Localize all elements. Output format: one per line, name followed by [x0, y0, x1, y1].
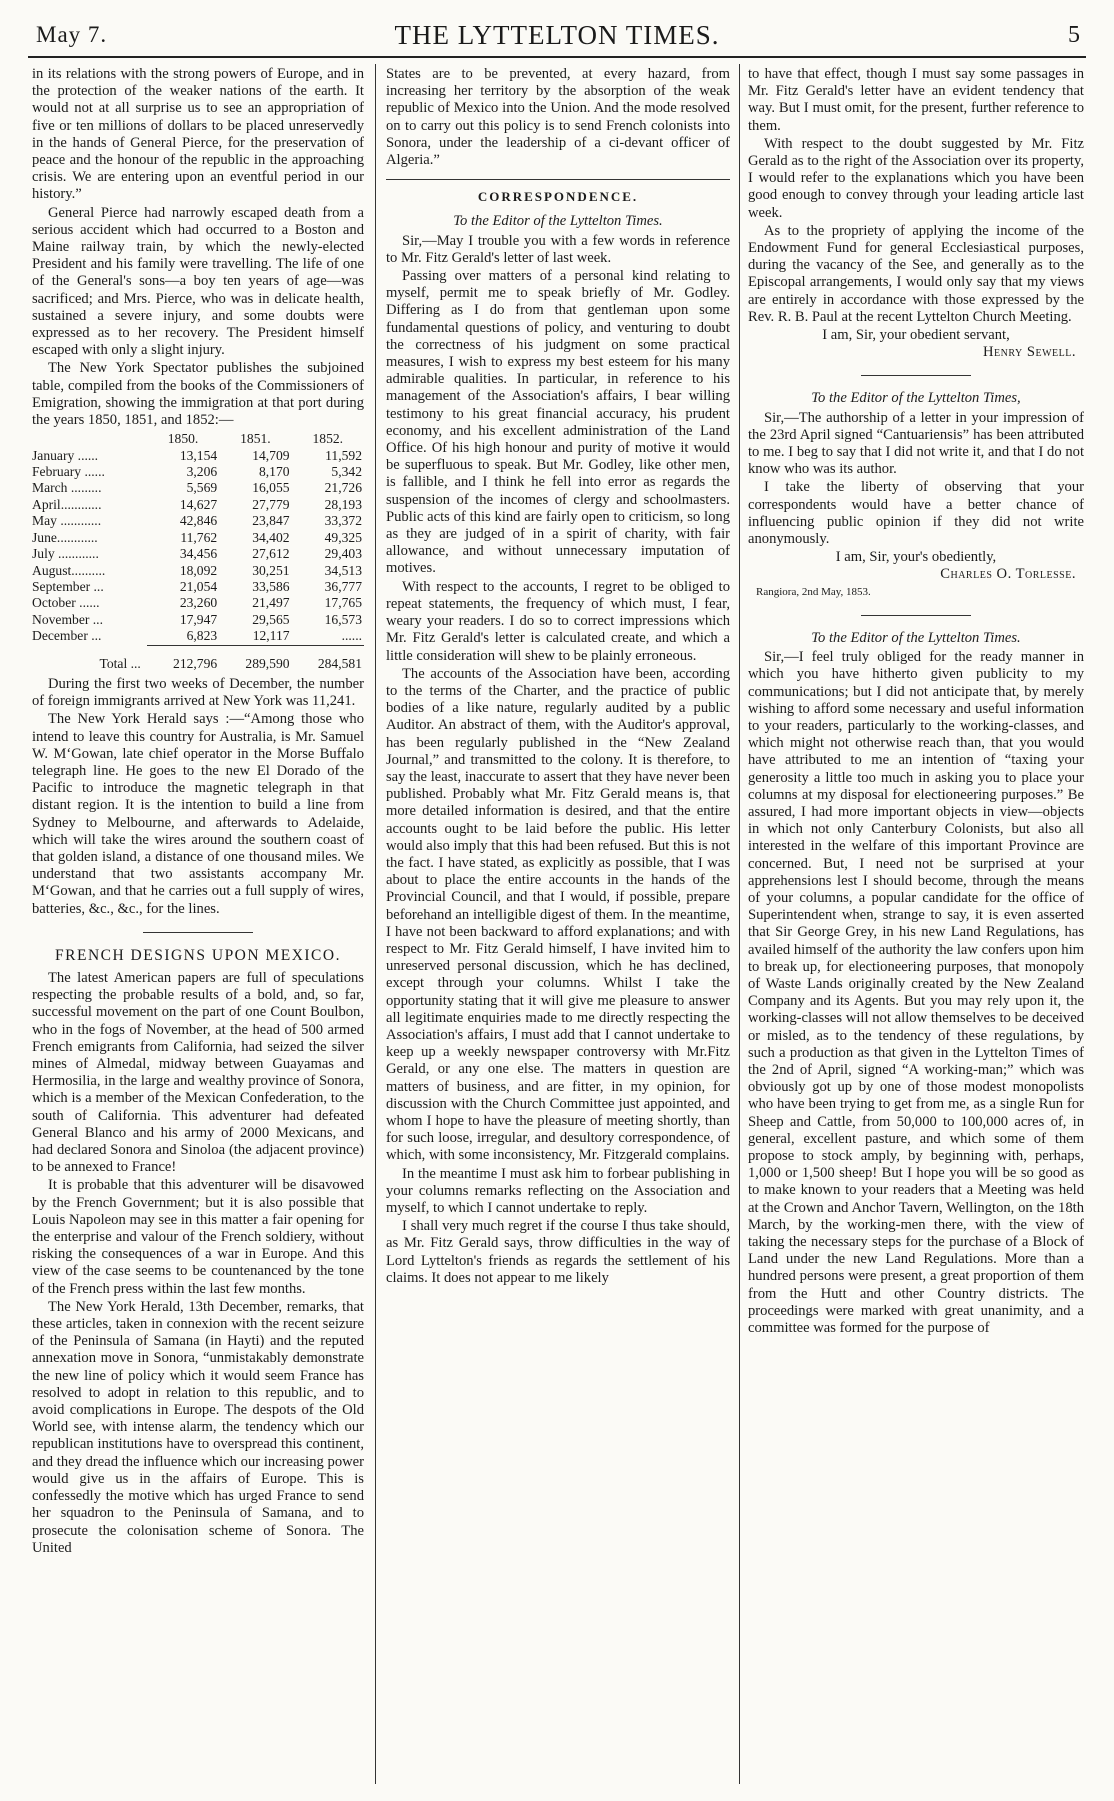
column-1: [32, 66, 364, 1786]
month-cell: January ......: [32, 447, 99, 463]
value-cell: 49,325: [324, 529, 362, 545]
table-row: [32, 530, 364, 546]
table-header-row: [32, 431, 364, 447]
paragraph: The latest American papers are full of speculations respecting the probable results of a bold, and, so far, successful movement on the part of one Count Boulbon, who in the fogs of November, at the head of 500 armed French emigrants from California, had seized the silver mines of Almedal, midway between Guayamas and Hermosilia, in the large and wealthy province of Sonora, which is a member of the Mexican Confederation, to the south of California. This adventurer had defeated General Blanco and his army of 2000 Mexicans, and had declared Sonora and Sinoloa (the adjacent province) to be annexed to France!: [32, 970, 364, 1176]
value-cell: 34,456: [179, 546, 218, 562]
table-row: [32, 480, 364, 496]
table-row: [32, 546, 364, 562]
value-cell: 34,402: [252, 529, 290, 545]
value-cell: 21,054: [179, 578, 218, 594]
column-3: [748, 66, 1084, 1786]
month-cell: August..........: [32, 562, 106, 578]
month-cell: June............: [32, 529, 98, 545]
table-row: [32, 464, 364, 480]
value-cell: 36,777: [324, 578, 362, 594]
immigration-table: [32, 431, 364, 672]
value-cell: 23,847: [252, 513, 290, 529]
paragraph: to have that effect, though I must say some passages in Mr. Fitz Gerald's letter have an evident tendency that way. But I must omit, for the present, further reference to them.: [748, 66, 1084, 134]
paragraph: in its relations with the strong powers of Europe, and in the protection of the weaker nations of the earth. It would not at all surprise us to see an appropriation of five or ten millions of dollars to be placed unreservedly in the hands of General Pierce, for the preservation of peace and the honour of the republic in the approaching crisis. We are entering upon an eventful period in our history.”: [32, 66, 364, 203]
value-cell: ......: [341, 628, 362, 644]
value-cell: 14,709: [252, 447, 290, 463]
paragraph: In the meantime I must ask him to forbear publishing in your columns remarks reflecting on the Association and myself, to which I cannot undertake to reply.: [386, 1165, 730, 1216]
value-cell: 28,193: [324, 496, 362, 512]
column-2: [386, 66, 730, 1786]
table-row: [32, 497, 364, 513]
value-cell: 3,206: [186, 464, 218, 480]
value-cell: 27,779: [252, 496, 290, 512]
year-header: 1850.: [167, 431, 199, 447]
paragraph: As to the propriety of applying the income of the Endowment Fund for general Ecclesiastical purposes, during the vacancy of the See, and generally as to the Episcopal arrangements, I would only say that my views are entirely in accordance with those expressed by the Rev. R. B. Paul at the recent Lyttelton Church Meeting.: [748, 222, 1084, 325]
total-cell: 289,590: [245, 655, 290, 671]
page-number: 5: [1068, 22, 1080, 48]
year-header: 1852.: [312, 431, 344, 447]
paragraph: With respect to the accounts, I regret to be obliged to repeat statements, the frequency of which must, I fear, weary your readers. I do so to correct impressions which Mr. Fitz Gerald's letter is calculated create, and which a little consideration will shew to be plainly erroneous.: [386, 578, 730, 664]
value-cell: 14,627: [179, 496, 218, 512]
paragraph: Sir,—The authorship of a letter in your impression of the 23rd April signed “Cantuariensis” has been attributed to me. I beg to say that I did not write it, and that I do not know who was its author.: [748, 409, 1084, 478]
value-cell: 21,497: [252, 595, 290, 611]
paragraph: It is probable that this adventurer will be disavowed by the French Government; but it is also possible that Louis Napoleon may see in this matter a fair opening for the enterprise and valour of the French soldiery, without risking the consequences of a war in Europe. And this view of the case seems to be countenanced by the tone of the French press within the last few months.: [32, 1177, 364, 1297]
value-cell: 11,592: [325, 447, 362, 463]
value-cell: 33,372: [324, 513, 362, 529]
value-cell: 42,846: [179, 513, 218, 529]
value-cell: 16,573: [324, 611, 362, 627]
month-cell: November ...: [32, 611, 103, 627]
paragraph: With respect to the doubt suggested by Mr. Fitz Gerald as to the right of the Association over its property, I would refer to the explanations which you have been good enough to convey through your leading article last week.: [748, 135, 1084, 221]
table-row: [32, 513, 364, 529]
total-cell: 284,581: [317, 655, 362, 671]
paragraph: During the first two weeks of December, the number of foreign immigrants arrived at New York was 11,241.: [32, 675, 364, 710]
value-cell: 21,726: [324, 480, 362, 496]
section-divider: [143, 932, 253, 933]
total-label: Total ...: [99, 655, 141, 671]
letter-salutation: To the Editor of the Lyttelton Times,: [811, 390, 1021, 407]
value-cell: 29,403: [324, 546, 362, 562]
value-cell: 29,565: [252, 611, 290, 627]
table-row: [32, 563, 364, 579]
value-cell: 5,342: [331, 464, 362, 480]
total-cell: 212,796: [173, 655, 218, 671]
paragraph: The New York Spectator publishes the subjoined table, compiled from the books of the Commissioners of Emigration, showing the immigration at that port during the years 1850, 1851, and 1852:—: [32, 360, 364, 429]
paragraph: The New York Herald says :—“Among those who intend to leave this country for Australia, is Mr. Samuel W. M‘Gowan, late chief operator in the Morse Buffalo telegraph line. He goes to the new El Dorado of the Pacific to introduce the magnetic telegraph in that distant region. It is the intention to build a line from Sydney to Melbourne, and afterwards to Adelaide, which will take the wires around the southern coast of that golden island, a distance of one thousand miles. We understand that two assistants accompany Mr. M‘Gowan, and that he carries out a full supply of wires, batteries, &c., &c., for the lines.: [32, 711, 364, 917]
paragraph: I shall very much regret if the course I thus take should, as Mr. Fitz Gerald says, throw difficulties in the way of Lord Lyttelton's friends as regards the settlement of his claims. It does not appear to me likely: [386, 1218, 730, 1286]
paragraph: States are to be prevented, at every hazard, from increasing her territory by the absorption of the weak republic of Mexico into the Union. And the mode resolved on to carry out this policy is to send French colonists into Sonora, under the leadership of a ci-devant officer of Algeria.”: [386, 66, 730, 169]
header-rule: [28, 56, 1086, 58]
value-cell: 17,947: [179, 611, 218, 627]
month-cell: December ...: [32, 628, 102, 644]
value-cell: 34,513: [324, 562, 362, 578]
value-cell: 30,251: [252, 562, 290, 578]
paragraph: I take the liberty of observing that your correspondents would have a better chance of influencing public opinion if they did not write anonymously.: [748, 479, 1084, 548]
table-row: [32, 595, 364, 611]
column-divider: [739, 64, 740, 1784]
table-row: [32, 628, 364, 645]
newspaper-title: THE LYTTELTON TIMES.: [394, 20, 720, 50]
month-cell: February ......: [32, 464, 105, 480]
letter-salutation: To the Editor of the Lyttelton Times.: [453, 213, 663, 230]
paragraph: The New York Herald, 13th December, remarks, that these articles, taken in connexion with the recent seizure of the Peninsula of Samana (in Hayti) and the reputed annexation move in Sonora, “unmistakably demonstrate the new line of policy which it would seem France has resolved to adopt in relation to this republic, and to avoid complications in Europe. The despots of the Old World see, with intense alarm, the tendency which our republican institutions have to overspread this continent, and they dread the influence which our increasing power would give us in the affairs of Europe. This is confessedly the motive which has urged France to send her squadron to the Peninsula of Samana, and to prosecute the colonisation scheme of Sonora. The United: [32, 1298, 364, 1556]
issue-date: May 7.: [36, 22, 108, 47]
section-divider: [861, 615, 971, 616]
column-divider: [375, 64, 376, 1784]
value-cell: 12,117: [252, 628, 290, 644]
value-cell: 17,765: [324, 595, 362, 611]
month-cell: May ............: [32, 513, 102, 529]
table-row: [32, 612, 364, 628]
value-cell: 16,055: [252, 480, 290, 496]
value-cell: 18,092: [179, 562, 218, 578]
month-cell: September ...: [32, 578, 104, 594]
month-cell: October ......: [32, 595, 100, 611]
value-cell: 8,170: [258, 464, 290, 480]
value-cell: 23,260: [179, 595, 218, 611]
paragraph: Passing over matters of a personal kind relating to myself, permit me to speak briefly of Mr. Godley. Differing as I do from that gentleman upon some fundamental questions of policy, and venturing to doubt the correctness of his judgment on some practical measures, I wish to express my best esteem for his many admirable qualities. In particular, in reference to his management of the Association's affairs, I bear willing testimony to his great financial accuracy, his prudent economy, and his excellent administration of the Land Office. Of his high honour and purity of motive it would be superfluous to speak. But Mr. Godley, like other men, is fallible, and I think he fell into error as regards the suspension of the incomes of clergy and schoolmasters. Public acts of this kind are fairly open to criticism, so long as they are judged of in a spirit of charity, with fair allowance, and without unnecessary imputation of motives.: [386, 268, 730, 577]
value-cell: 27,612: [252, 546, 290, 562]
section-divider: [861, 375, 971, 376]
signature: Henry Sewell.: [983, 344, 1076, 361]
year-header: 1851.: [240, 431, 271, 447]
letter-closing: I am, Sir, your's obediently,: [835, 549, 997, 566]
letter-place-date: Rangiora, 2nd May, 1853.: [756, 585, 871, 598]
section-heading: CORRESPONDENCE.: [477, 189, 639, 205]
value-cell: 5,569: [186, 480, 218, 496]
month-cell: April............: [32, 496, 102, 512]
paragraph: General Pierce had narrowly escaped death from a serious accident which had occurred to a Boston and Maine railway train, by which the newly-elected President and his family were travelling. The life of one of the General's sons—a boy ten years of age—was sacrificed; and Mrs. Pierce, who was in delicate health, sustained a severe injury, and some doubts were expressed as to her recovery. The President himself escaped with only a slight injury.: [32, 204, 364, 359]
article-heading: FRENCH DESIGNS UPON MEXICO.: [55, 946, 341, 964]
value-cell: 6,823: [186, 628, 218, 644]
value-cell: 13,154: [179, 447, 218, 463]
value-cell: 11,762: [180, 529, 218, 545]
month-cell: March .........: [32, 480, 102, 496]
letter-closing: I am, Sir, your obedient servant,: [822, 327, 1010, 344]
paragraph: The accounts of the Association have been, according to the terms of the Charter, and the practice of public bodies of a like nature, regularly audited by a public Auditor. An abstract of them, with the Auditor's approval, has been regularly published in the “New Zealand Journal,” and transmitted to the colony. It is therefore, to say the least, inaccurate to assert that they have never been published. Probably what Mr. Fitz Gerald means is, that more detailed information is desired, and that the entire accounts ought to be laid before the public. His letter would also imply that this had been refused. But this is not the fact. I have stated, as explicitly as possible, that I was about to place the entire accounts in the hands of the Provincial Council, and that I would, if possible, prepare beforehand an intelligible digest of them. In the meantime, I have not been backward to afford explanations; and with respect to Mr. Fitz Gerald himself, I have invited him to unreserved personal discussion, which he has declined, except through your columns. Whilst I take the opportunity stating that it will give me pleasure to answer all legitimate enquiries made to me directly respecting the Association's affairs, I must add that I cannot undertake to keep up a weekly newspaper controversy with Mr.Fitz Gerald, or any one else. The matters in question are matters of business, and are fitter, in my opinion, for discussion with the Church Committee just appointed, and whom I hope to have the pleasure of meeting shortly, than for such loose, irregular, and desultory correspondence, of which, with some inconsistency, Mr. Fitzgerald complains.: [386, 665, 730, 1164]
signature: Charles O. Torlesse.: [940, 566, 1076, 583]
letter-salutation: To the Editor of the Lyttelton Times.: [811, 629, 1021, 646]
paragraph: Sir,—May I trouble you with a few words in reference to Mr. Fitz Gerald's letter of last week.: [386, 232, 730, 266]
section-divider: [386, 179, 730, 180]
value-cell: 33,586: [252, 578, 290, 594]
paragraph: Sir,—I feel truly obliged for the ready manner in which you have hitherto given publicity to my communications; but I did not anticipate that, by merely wishing to afford some necessary and useful information to your readers, particularly to the working-classes, and which might not otherwise reach than, that you would have attributed to me an intention of “taxing your generosity a little too much in asking you to place your columns at my disposal for electioneering purposes.” Be assured, I had more important objects in view—objects in which not only Canterbury Colonists, but also all interested in the welfare of this important Province are concerned. But, I need not be surprised at your apprehensions lest I should become, through the means of your columns, a popular candidate for the office of Superintendent when, strange to say, it is even asserted that Sir George Grey, in his new Land Regulations, has availed himself of the authority the law confers upon him to break up, for electioneering purposes, that monopoly of Waste Lands originally created by the New Zealand Company and its Agents. But you may rely upon it, the working-classes will not allow themselves to be deceived or misled, as to the tendency of these regulations, by such a production as that given in the Lyttelton Times of the 2nd of April, signed “A working-man;” which was obviously got up by one of those modest monopolists who have been trying to get from me, as a single Run for Sheep and Cattle, from 50,000 to 100,000 acres of, in general, excellent pasture, and which some of them propose to stock amply, by beginning with, perhaps, 1,000 or 1,500 sheep! But I hope you will be so good as to make known to your readers that a Meeting was held at the Crown and Anchor Tavern, Wellington, on the 18th March, by the working-men there, with the view of taking the necessary steps for the purchase of a Block of Land under the new Land Regulations. More than a hundred persons were present, a great proportion of them from the Hutt and other Country districts. The proceedings were marked with great unanimity, and a committee was formed for the purpose of: [748, 649, 1084, 1337]
table-row: [32, 448, 364, 464]
page-header: [28, 18, 1086, 52]
total-row: [32, 650, 364, 672]
month-cell: July ............: [32, 546, 99, 562]
table-row: [32, 579, 364, 595]
